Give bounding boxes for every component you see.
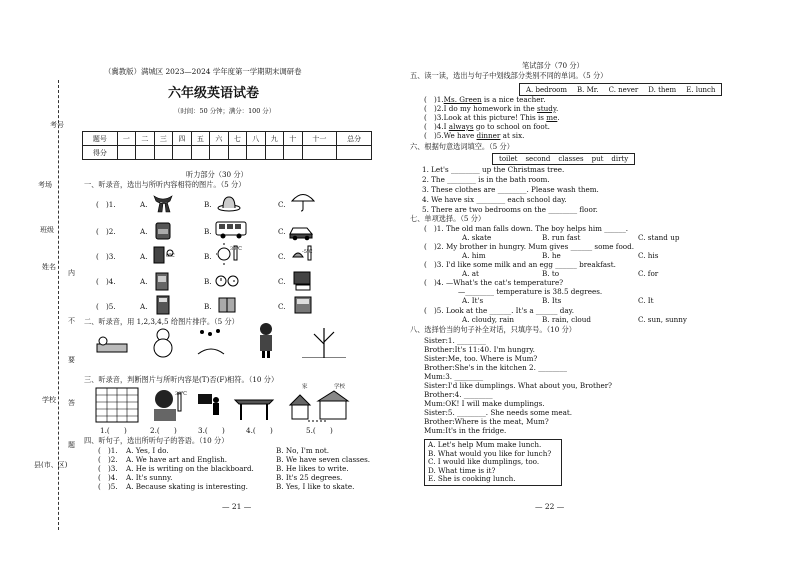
q5-row-pre: We have: [443, 131, 477, 140]
q4-row-num: ( )4.: [98, 473, 118, 482]
q6-row: [422, 166, 564, 175]
q7-question: ( )5. Look at the ______. It's a ______ day.: [424, 306, 575, 315]
q5-options-box: [519, 83, 722, 96]
q6-option: dirty: [611, 155, 629, 163]
q4-option-b: B. We have seven classes.: [276, 455, 371, 464]
q1-option-c: C.: [278, 200, 286, 209]
score-header-cell: 十一: [302, 132, 337, 146]
score-header-cell: 总分: [337, 132, 372, 146]
side-label-name: 姓名: [42, 263, 56, 271]
bus-icon: [214, 218, 248, 240]
q8-option: C. I would like dumplings, too.: [428, 457, 540, 467]
q1-option-a: A.: [140, 252, 148, 261]
q6-heading: 六、根据句意选词填空。（5 分）: [410, 142, 514, 151]
exam-subtitle: （时间：50 分钟；满分：100 分）: [174, 107, 276, 115]
q5-row-post: is a nice teacher.: [481, 95, 546, 104]
q7-option-c: C. for: [638, 269, 659, 278]
score-header-cell: 七: [228, 132, 246, 146]
q7-heading: 七、单项选择。（5 分）: [410, 214, 486, 223]
q5-row-num: ( )3.: [424, 113, 444, 122]
q5-row: [424, 132, 524, 141]
exam-title: 六年级英语试卷: [168, 86, 260, 101]
q1-row-num: ( )3.: [96, 252, 116, 261]
q7-option-a: A. skate: [462, 233, 492, 242]
clock-icon: [214, 270, 240, 292]
q1-option-a: A.: [140, 200, 148, 209]
q7-option-c: C. It: [638, 296, 654, 305]
q5-row-underlined: me: [546, 113, 558, 122]
q1-option-c: C.: [278, 227, 286, 236]
q7-question: ( )4. —What's the cat's temperature?: [424, 278, 564, 287]
q4-row-num: ( )2.: [98, 455, 118, 464]
q1-row-num: ( )4.: [96, 277, 116, 286]
score-header-cell: 二: [136, 132, 154, 146]
q7-option-b: B. to: [542, 269, 560, 278]
q7-option-c: C. stand up: [638, 233, 680, 242]
home-label: 家: [302, 384, 308, 390]
q4-heading: 四、听句子，选出所听句子的答语。（10 分）: [84, 436, 229, 445]
school-bag-icon: [150, 218, 176, 240]
q5-option: E. lunch: [686, 85, 716, 94]
q3-blank[interactable]: 5.( ): [306, 426, 333, 435]
score-header-cell: 四: [173, 132, 191, 146]
q4-option-b: B. It's 25 degrees.: [276, 473, 343, 482]
score-cell[interactable]: [154, 146, 172, 160]
q1-option-b: B.: [204, 227, 212, 236]
dialog-line: Sister:I'd like dumplings. What about you, Brother?: [424, 381, 613, 390]
q5-option: D. them: [648, 85, 677, 94]
q6-row-post: floor.: [577, 205, 598, 214]
q8-option: A. Let's help Mum make lunch.: [428, 440, 542, 449]
q7-option-b: B. he: [542, 251, 561, 260]
side-label-ti: 题: [68, 441, 75, 449]
house-school-icon: [288, 387, 350, 423]
side-label-bu: 不: [68, 317, 75, 325]
timetable-icon: [95, 387, 139, 423]
calculator-icon: [150, 294, 176, 316]
q6-row-post: up the Christmas tree.: [479, 165, 565, 174]
q4-option-b: B. No, I'm not.: [276, 446, 330, 455]
q4-option-b: B. Yes, I like to skate.: [276, 482, 355, 491]
q5-row-underlined: always: [448, 122, 474, 131]
temp-label: 30℃: [230, 246, 242, 252]
q1-row-num: ( )2.: [96, 227, 116, 236]
q5-row-num: ( )1.: [424, 95, 444, 104]
q1-option-b: B.: [204, 302, 212, 311]
q3-heading: 三、听录音，判断图片与所听内容是(T)否(F)相符。（10 分）: [84, 375, 279, 384]
school-label: 学校: [334, 384, 346, 390]
q7-option-a: A. him: [462, 251, 486, 260]
q5-row-post: .: [557, 113, 560, 122]
q5-row-num: ( )2.: [424, 104, 444, 113]
q6-row: [422, 186, 599, 195]
q4-option-a: A. We have art and English.: [126, 455, 227, 464]
q7-option-b: B. Its: [542, 296, 562, 305]
q7-option-c: C. sun, sunny: [638, 315, 687, 324]
phone-icon: [290, 294, 316, 316]
listening-heading: 听力部分（30 分）: [186, 170, 248, 179]
q5-row-pre: Look at this picture! This is: [443, 113, 547, 122]
score-cell[interactable]: [302, 146, 337, 160]
q4-option-b: B. He likes to write.: [276, 464, 349, 473]
temp-label: 0℃: [166, 253, 175, 259]
q1-option-b: B.: [204, 252, 212, 261]
q5-option: B. Mr.: [577, 85, 599, 94]
page-number-right: — 22 —: [535, 502, 565, 511]
q7-option-a: A. It's: [462, 296, 484, 305]
score-header-cell: 三: [154, 132, 172, 146]
q6-row-post: each school day.: [505, 195, 567, 204]
teacher-blackboard-icon: [197, 392, 223, 422]
q7-question: ( )2. My brother in hungry. Mum gives ______ some food.: [424, 242, 635, 251]
q4-row-num: ( )1.: [98, 446, 118, 455]
q8-option: E. She is cooking lunch.: [428, 474, 516, 484]
dialog-line: Brother:She's in the kitchen 2. ________: [424, 363, 567, 372]
q8-option: B. What would you like for lunch?: [428, 448, 552, 458]
q5-row-pre: I: [443, 122, 449, 131]
q4-option-a: A. He is writing on the blackboard.: [126, 464, 254, 473]
q6-row: [422, 196, 567, 205]
side-label-yao: 要: [68, 356, 75, 364]
score-header-cell: 九: [265, 132, 283, 146]
scarf-icon: [150, 192, 176, 214]
side-label-school: 学校: [42, 396, 56, 404]
q5-row-post: go to school on foot.: [473, 122, 550, 131]
dialog-line: Brother:Where is the meat, Mum?: [424, 417, 549, 426]
autumn-tree-icon: [300, 324, 348, 358]
score-cell[interactable]: [191, 146, 209, 160]
sick-boy-in-bed-icon: [95, 330, 129, 356]
q6-option: put: [591, 155, 604, 163]
q4-row-num: ( )5.: [98, 482, 118, 491]
q1-row-num: ( )1.: [96, 200, 116, 209]
umbrella-icon: [290, 190, 316, 212]
q6-row-pre: 3. These clothes are ________: [422, 185, 527, 194]
book-icon: [214, 294, 240, 316]
q5-row-underlined: Ms. Green: [443, 95, 482, 104]
dialog-line: Sister:5. ________. She needs some meat.: [424, 408, 573, 417]
score-cell[interactable]: [265, 146, 283, 160]
q3-blank[interactable]: 3.( ): [198, 426, 225, 435]
q1-option-a: A.: [140, 277, 148, 286]
q6-option: classes: [558, 155, 584, 163]
pencil-box-icon: [150, 270, 176, 292]
temp-label: -5℃: [302, 249, 313, 255]
dialog-line: Mum:It's in the fridge.: [424, 426, 507, 435]
q6-option: second: [525, 155, 551, 163]
q6-row-pre: 2. The ________: [422, 175, 476, 184]
spring-flowers-icon: [196, 326, 226, 356]
q1-option-c: C.: [278, 302, 286, 311]
q6-option: toilet: [499, 155, 518, 163]
side-label-exam-no: 考号: [50, 121, 64, 129]
score-header-cell: 十: [284, 132, 302, 146]
q1-heading: 一、听录音，选出与所听内容相符的图片。（5 分）: [84, 180, 246, 189]
q1-row-num: ( )5.: [96, 302, 116, 311]
score-cell[interactable]: [136, 146, 154, 160]
q6-row-pre: 4. We have six ________: [422, 195, 506, 204]
q3-blank[interactable]: 4.( ): [246, 426, 273, 435]
q1-option-b: B.: [204, 200, 212, 209]
q7-option-c: C. his: [638, 251, 659, 260]
q7-question: ( )3. I'd like some milk and an egg ______ breakfast.: [424, 260, 616, 269]
q3-blank[interactable]: 2.( ): [150, 426, 177, 435]
side-label-nei: 内: [68, 269, 75, 277]
score-cell[interactable]: [228, 146, 246, 160]
q6-row-post: is in the bath room.: [475, 175, 550, 184]
side-label-room: 考场: [38, 181, 52, 189]
score-cell[interactable]: [117, 146, 135, 160]
q7-option-b: B. run fast: [542, 233, 581, 242]
q3-blank[interactable]: 1.( ): [100, 426, 127, 435]
q4-option-a: A. It's sunny.: [126, 473, 173, 482]
q5-row-num: ( )4.: [424, 122, 444, 131]
q5-option: A. bedroom: [526, 85, 568, 94]
score-cell[interactable]: [247, 146, 265, 160]
score-table: [82, 131, 372, 160]
dialog-line: Brother:It's 11:40. I'm hungry.: [424, 345, 535, 354]
q8-heading: 八、选择恰当的句子补全对话，只填序号。（10 分）: [410, 325, 576, 334]
score-header-cell: 五: [191, 132, 209, 146]
page-number-left: — 21 —: [222, 502, 252, 511]
q4-row-num: ( )3.: [98, 464, 118, 473]
publisher-line: （冀教版）满城区 2023—2024 学年度第一学期期末调研卷: [104, 67, 302, 76]
q5-row-underlined: dinner: [476, 131, 501, 140]
score-cell[interactable]: [173, 146, 191, 160]
table-icon: [233, 392, 275, 422]
q5-row-underlined: study: [537, 104, 556, 113]
q1-option-b: B.: [204, 277, 212, 286]
score-header-cell: 八: [247, 132, 265, 146]
q5-row-pre: I do my homework in the: [443, 104, 538, 113]
side-label-da: 答: [68, 399, 75, 407]
score-row-label: 得分: [83, 146, 118, 160]
dialog-line: Sister:1. ________: [424, 336, 486, 345]
q6-row-pre: 1. Let's ________: [422, 165, 480, 174]
q6-row-post: . Please wash them.: [526, 185, 599, 194]
q8-option: D. What time is it?: [428, 465, 496, 475]
side-label-county: 县(市、区): [34, 461, 68, 469]
q6-row: [422, 176, 550, 185]
q7-option-b: B. rain, cloud: [542, 315, 591, 324]
q8-options-box: [424, 439, 562, 486]
dialog-line: Mum:OK! I will make dumplings.: [424, 399, 545, 408]
q5-heading: 五、读一读，选出与句子中划线部分类别不同的单词。（5 分）: [410, 71, 608, 80]
score-header-cell: 一: [117, 132, 135, 146]
score-cell[interactable]: [284, 146, 302, 160]
q5-row-post: at six.: [500, 131, 525, 140]
q5-row-post: .: [555, 104, 559, 113]
score-header-cell: 六: [210, 132, 228, 146]
q5-row-num: ( )5.: [424, 131, 444, 140]
q2-heading: 二、听录音，用 1,2,3,4,5 给图片排序。（5 分）: [84, 317, 239, 326]
q7-option-a: A. cloudy, rain: [462, 315, 514, 324]
girl-icon: [255, 322, 277, 358]
q1-option-c: C.: [278, 277, 286, 286]
dialog-line: Mum:3. ________: [424, 372, 484, 381]
temp-label: 39℃: [175, 391, 187, 397]
car-icon: [288, 220, 314, 242]
dialog-line: Sister:Me, too. Where is Mum?: [424, 354, 538, 363]
q4-option-a: A. Because skating is interesting.: [126, 482, 248, 491]
q7-question: ( )1. The old man falls down. The boy helps him ______.: [424, 224, 629, 233]
written-heading: 笔试部分（70 分）: [522, 61, 584, 70]
q7-question-line2: —________ temperature is 38.5 degrees.: [458, 287, 603, 296]
score-cell[interactable]: [210, 146, 228, 160]
side-label-class: 班级: [40, 226, 54, 234]
computer-icon: [290, 270, 316, 292]
q5-option: C. never: [608, 85, 639, 94]
hat-icon: [216, 192, 242, 214]
q6-options-box: [492, 153, 635, 165]
dialog-line: Brother:4. ________: [424, 390, 493, 399]
score-header-cell: 题号: [83, 132, 118, 146]
q1-option-a: A.: [140, 227, 148, 236]
q4-option-a: A. Yes, I do.: [126, 446, 169, 455]
snowman-icon: [150, 326, 176, 358]
q6-row-pre: 5. There are two bedrooms on the ________: [422, 205, 578, 214]
score-cell[interactable]: [337, 146, 372, 160]
q1-option-c: C.: [278, 252, 286, 261]
q1-option-a: A.: [140, 302, 148, 311]
q7-option-a: A. at: [462, 269, 479, 278]
